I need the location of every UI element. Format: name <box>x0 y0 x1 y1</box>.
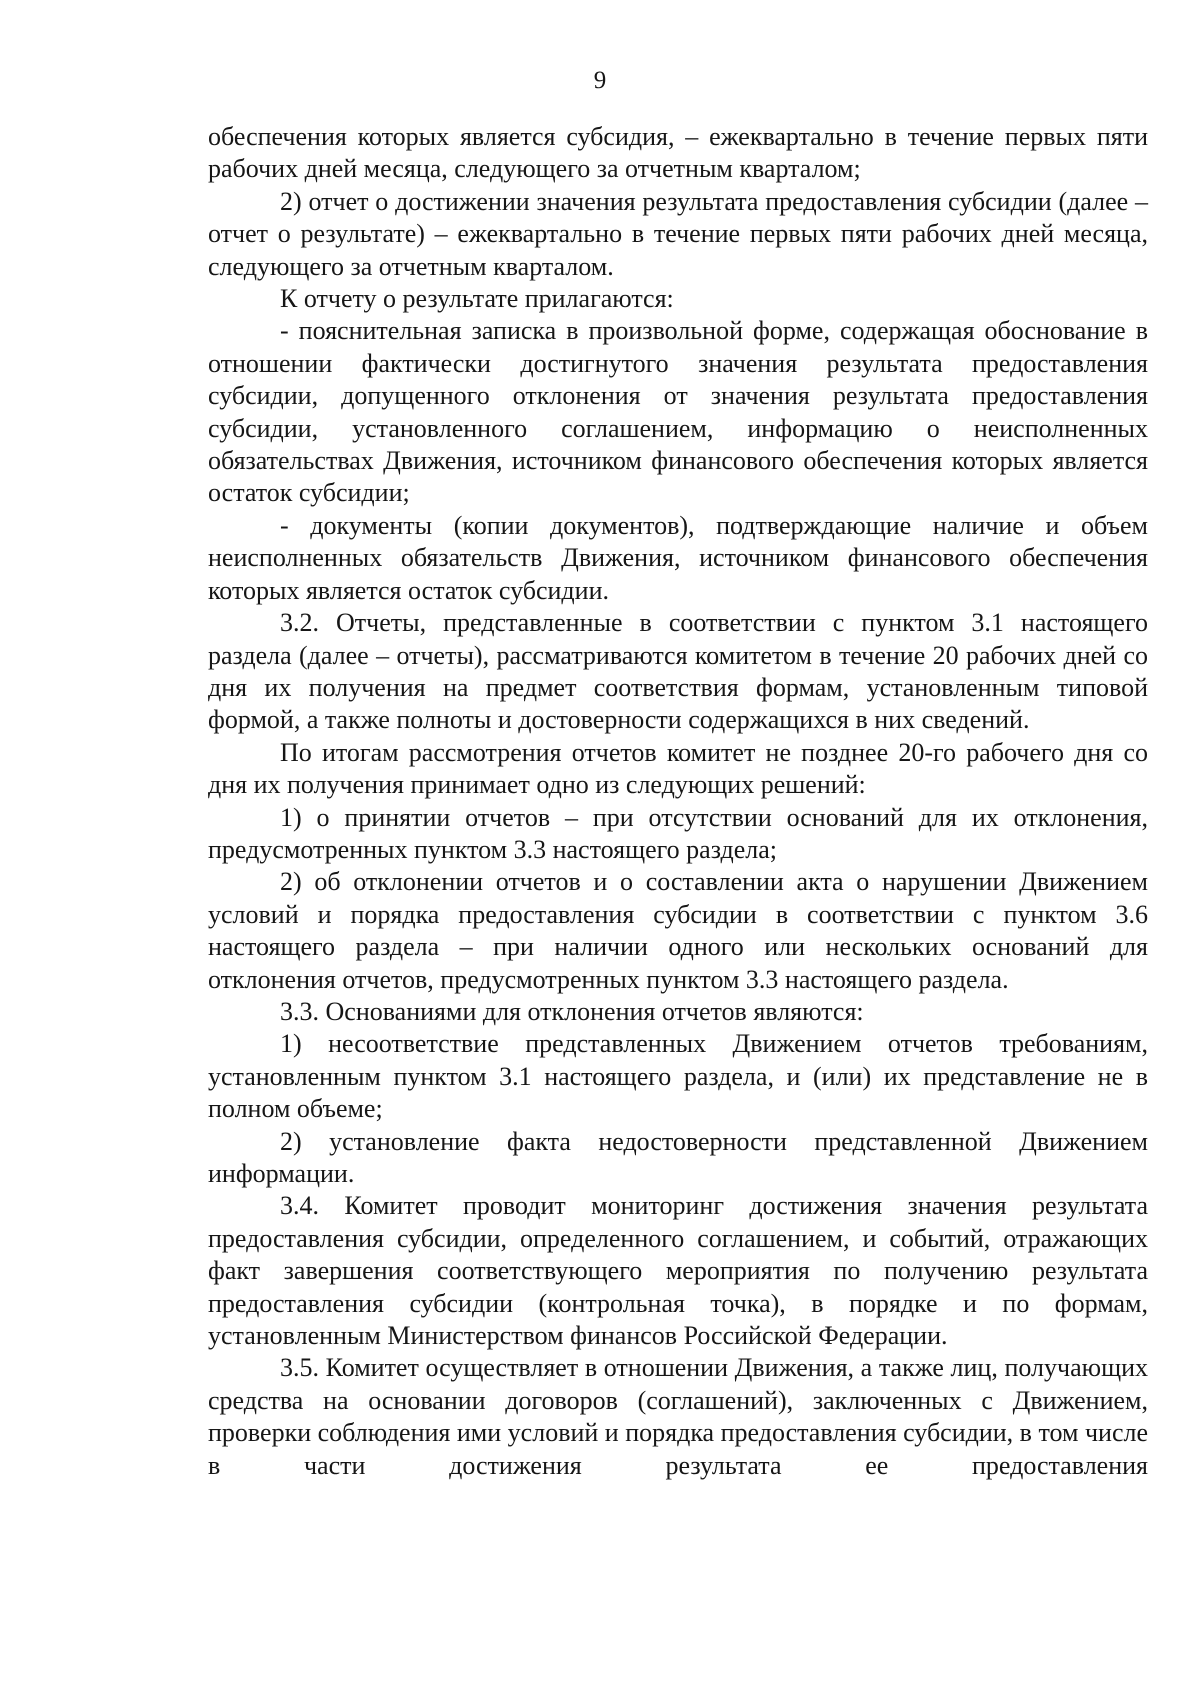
paragraph-explanatory-note: - пояснительная записка в произвольной форме, содержащая обоснование в отношении фактически достигнутого значения результата предоставления субсидии, допущенного отклонения от значения результата предоставления субсидии, установленного соглашением, информацию о неисполненных обязательствах Движения, источником финансового обеспечения которых является остаток субсидии; <box>208 316 1148 508</box>
paragraph-ground-2: 2) установление факта недостоверности представленной Движением информации. <box>208 1126 1148 1188</box>
paragraph-3-3: 3.3. Основаниями для отклонения отчетов являются: <box>280 996 864 1026</box>
paragraph-decision-1: 1) о принятии отчетов – при отсутствии оснований для их отклонения, предусмотренных пунктом 3.3 настоящего раздела; <box>208 802 1148 864</box>
paragraph-attachments-intro: К отчету о результате прилагаются: <box>280 284 674 314</box>
paragraph-item-2-report: 2) отчет о достижении значения результата предоставления субсидии (далее – отчет о результате) – ежеквартально в течение первых пяти рабочих дней месяца, следующего за отчетным кварталом. <box>208 186 1148 281</box>
page-number: 9 <box>593 67 607 94</box>
paragraph-documents: - документы (копии документов), подтверждающие наличие и объем неисполненных обязательств Движения, источником финансового обеспечения которых является остаток субсидии. <box>208 510 1148 605</box>
paragraph-decision-2: 2) об отклонении отчетов и о составлении акта о нарушении Движением условий и порядка предоставления субсидии в соответствии с пунктом 3.6 настоящего раздела – при наличии одного или нескольких оснований для отклонения отчетов, предусмотренных пунктом 3.3 настоящего раздела. <box>208 867 1148 994</box>
document-body <box>208 121 1148 1482</box>
paragraph-ground-1: 1) несоответствие представленных Движением отчетов требованиям, установленным пунктом 3.1 настоящего раздела, и (или) их представление не в полном объеме; <box>208 1029 1148 1124</box>
paragraph-3-5: 3.5. Комитет осуществляет в отношении Движения, а также лиц, получающих средства на основании договоров (соглашений), заключенных с Движением, проверки соблюдения ими условий и порядка предоставления субсидии, в том числе в части достижения результата ее предоставления <box>208 1353 1148 1480</box>
paragraph-review-results: По итогам рассмотрения отчетов комитет не позднее 20-го рабочего дня со дня их получения принимает одно из следующих решений: <box>208 737 1148 800</box>
paragraph-3-4: 3.4. Комитет проводит мониторинг достижения значения результата предоставления субсидии, определенного соглашением, и событий, отражающих факт завершения соответствующего мероприятия по получению результата предоставления субсидии (контрольная точка), в порядке и по формам, установленным Министерством финансов Российской Федерации. <box>208 1191 1148 1351</box>
paragraph-continuation: обеспечения которых является субсидия, – ежеквартально в течение первых пяти рабочих дней месяца, следующего за отчетным кварталом; <box>208 122 1148 184</box>
paragraph-3-2: 3.2. Отчеты, представленные в соответствии с пунктом 3.1 настоящего раздела (далее – отчеты), рассматриваются комитетом в течение 20 рабочих дней со дня их получения на предмет соответствия формам, установленным типовой формой, а также полноты и достоверности содержащихся в них сведений. <box>208 608 1148 735</box>
